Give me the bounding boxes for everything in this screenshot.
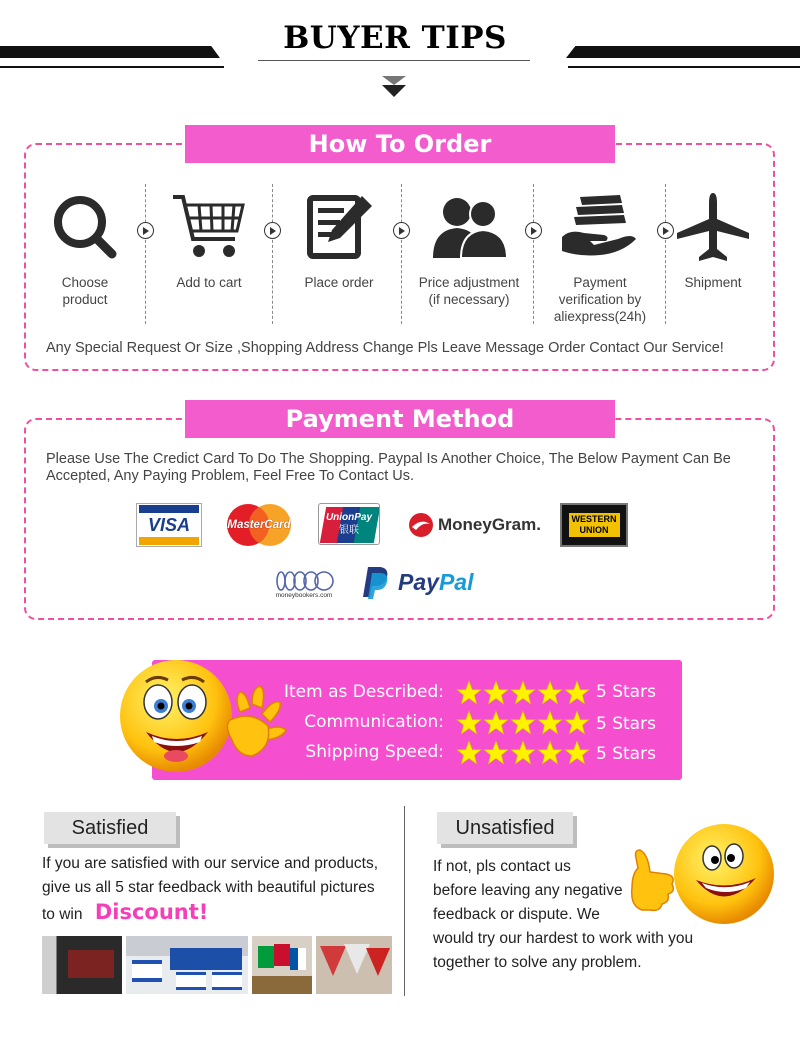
play-arrow-icon <box>264 222 281 239</box>
step-divider <box>401 184 402 324</box>
paypal-label-2: Pal <box>438 568 474 595</box>
feedback-photo <box>126 936 248 994</box>
chevron-down-icon <box>381 76 407 98</box>
star-icon <box>483 710 509 736</box>
payment-method-title: Payment Method <box>185 400 615 438</box>
visa-label: VISA <box>147 515 190 535</box>
rating-stars-communication <box>456 710 591 736</box>
rating-label-item: Item as Described: <box>283 682 444 702</box>
unionpay-cn-label: 银联 <box>339 525 359 536</box>
step-divider <box>145 184 146 324</box>
play-arrow-icon <box>393 222 410 239</box>
star-icon <box>564 680 590 706</box>
rating-stars-item <box>456 680 591 706</box>
step-label: Shipment <box>684 275 742 290</box>
step-add-to-cart <box>154 186 264 291</box>
star-icon <box>483 680 509 706</box>
star-icon <box>537 740 563 766</box>
page-title: BUYER TIPS <box>283 20 507 56</box>
header-bar-right <box>566 46 800 58</box>
rating-label-communication: Communication: <box>304 712 444 732</box>
unsatisfied-line-5: together to solve any problem. <box>433 954 642 971</box>
satisfied-line-3: to win <box>42 906 83 923</box>
star-icon <box>456 680 482 706</box>
rating-value-shipping: 5 Stars <box>596 744 656 764</box>
step-shipment <box>668 186 758 291</box>
feedback-photo <box>42 936 122 994</box>
play-arrow-icon <box>137 222 154 239</box>
unionpay-logo <box>318 503 380 545</box>
paypal-label-1: Pay <box>398 568 439 595</box>
step-label: Price adjustment (if necessary) <box>418 275 520 307</box>
unsatisfied-line-1: If not, pls contact us <box>433 858 571 875</box>
rating-stars-shipping <box>456 740 591 766</box>
moneygram-logo <box>408 510 546 540</box>
order-note: Any Special Request Or Size ,Shopping Address Change Pls Leave Message Order Contact Our Service! <box>46 340 724 356</box>
header-line-left <box>0 66 224 68</box>
moneybookers-label: moneybookers.com <box>275 591 333 599</box>
step-payment-verification <box>540 186 660 325</box>
people-icon <box>429 194 509 260</box>
feedback-photo <box>316 936 392 994</box>
moneygram-globe-icon <box>408 512 434 538</box>
money-hand-icon <box>560 193 640 261</box>
unionpay-label: UnionPay <box>325 512 373 523</box>
step-divider <box>665 184 666 324</box>
mastercard-logo <box>224 503 294 547</box>
unsatisfied-line-2: before leaving any negative <box>433 882 623 899</box>
western-union-logo <box>560 503 628 547</box>
unsatisfied-heading: Unsatisfied <box>437 812 573 844</box>
star-icon <box>564 740 590 766</box>
star-icon <box>537 680 563 706</box>
unsatisfied-line-4: would try our hardest to work with you <box>433 930 694 947</box>
airplane-icon <box>675 189 751 265</box>
step-divider <box>272 184 273 324</box>
feedback-photo <box>252 936 312 994</box>
header-line-right <box>568 66 800 68</box>
mastercard-label: MasterCard <box>227 519 291 531</box>
western-union-label-1: WESTERN <box>571 514 617 524</box>
step-label: Choose product <box>61 275 109 307</box>
satisfied-line-1: If you are satisfied with our service and products, <box>42 855 378 872</box>
header-bar-left <box>0 46 220 58</box>
satisfied-line-2: give us all 5 star feedback with beautiful pictures <box>42 879 375 896</box>
satisfied-heading: Satisfied <box>44 812 176 844</box>
star-icon <box>456 740 482 766</box>
western-union-label-2: UNION <box>579 525 609 535</box>
discount-text: Discount! <box>94 900 209 924</box>
paypal-p-icon <box>362 565 390 599</box>
star-icon <box>537 710 563 736</box>
step-price-adjustment <box>409 186 529 308</box>
step-label: Add to cart <box>176 275 242 290</box>
star-icon <box>456 710 482 736</box>
rating-value-item: 5 Stars <box>596 682 656 702</box>
order-form-icon <box>304 192 374 262</box>
star-icon <box>483 740 509 766</box>
step-label: Place order <box>304 275 374 290</box>
paypal-logo <box>362 562 490 602</box>
title-underline <box>258 60 530 61</box>
satisfied-text <box>42 852 402 927</box>
magnifier-icon <box>50 192 120 262</box>
step-choose-product <box>30 186 140 308</box>
moneybookers-logo <box>270 566 338 602</box>
star-icon <box>564 710 590 736</box>
star-icon <box>510 680 536 706</box>
rating-label-shipping: Shipping Speed: <box>305 742 444 762</box>
shopping-cart-icon <box>171 191 247 263</box>
step-label: Payment verification by aliexpress(24h) <box>553 275 647 324</box>
star-icon <box>510 710 536 736</box>
feedback-divider <box>404 806 405 996</box>
unsatisfied-line-3: feedback or dispute. We <box>433 906 600 923</box>
rating-value-communication: 5 Stars <box>596 714 656 734</box>
star-icon <box>510 740 536 766</box>
moneygram-label: MoneyGram. <box>438 515 541 534</box>
smiley-thumbs-up-icon <box>626 822 780 926</box>
step-place-order <box>284 186 394 291</box>
visa-logo <box>136 503 202 547</box>
step-divider <box>533 184 534 324</box>
payment-note: Please Use The Credict Card To Do The Shopping. Paypal Is Another Choice, The Below Payment Can Be Accepted, Any Paying Problem, Feel Free To Contact Us. <box>46 451 731 484</box>
how-to-order-title: How To Order <box>185 125 615 163</box>
